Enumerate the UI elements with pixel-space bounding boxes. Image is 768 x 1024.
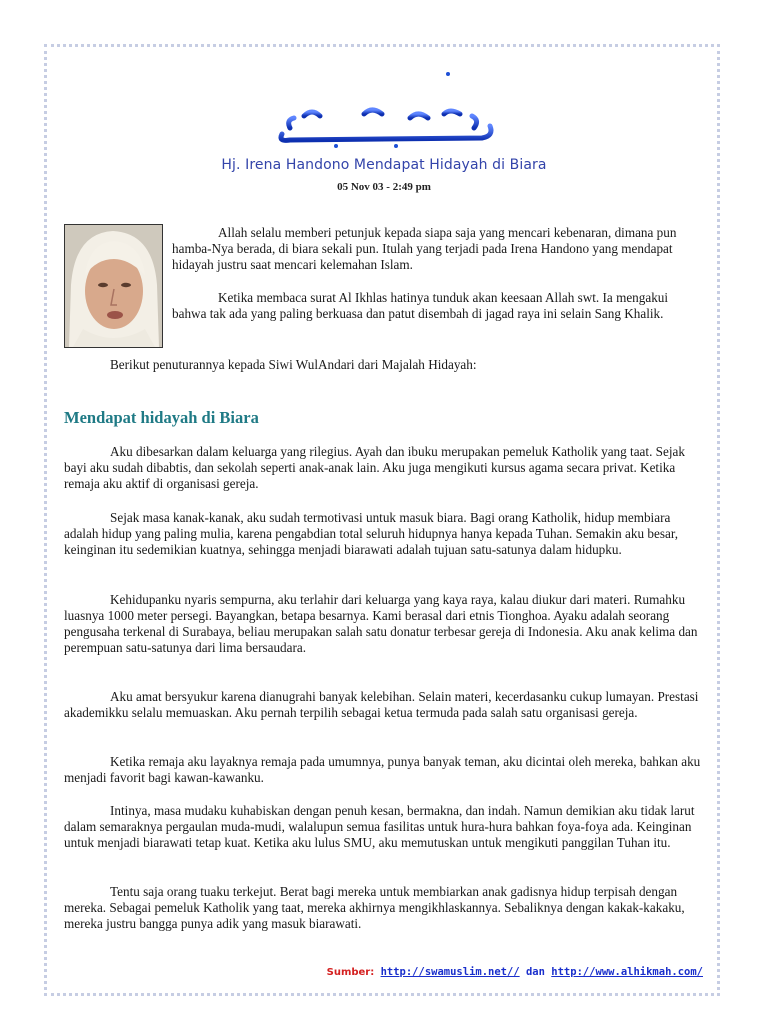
source-footer [327, 966, 703, 978]
source-link-swamuslim[interactable]: http://swamuslim.net// [380, 966, 520, 978]
body-paragraph-5: Ketika remaja aku layaknya remaja pada umumnya, punya banyak teman, aku dicintai oleh mereka, bahkan aku menjadi favorit bagi kawan-kawanku. [64, 754, 701, 786]
body-paragraph-4: Aku amat bersyukur karena dianugrahi banyak kelebihan. Selain materi, kecerdasanku cukup lumayan. Prestasi akademikku selalu memuaskan. Aku pernah terpilih sebagai ketua termuda pada salah satu organisasi gereja. [64, 689, 699, 721]
body-paragraph-2: Sejak masa kanak-kanak, aku sudah termotivasi untuk masuk biara. Bagi orang Katholik, hidup membiara adalah hidup yang paling mulia, karena pengabdian total seluruh hidupnya hanya kepada Tuhan. Semakin aku besar, keinginan itu sedemikian kuatnya, sehingga menjadi biarawati adalah tujuan satu-satunya dalam hidupku. [64, 510, 678, 558]
source-link-alhikmah[interactable]: http://www.alhikmah.com/ [551, 966, 703, 978]
source-label: Sumber: [326, 967, 375, 978]
portrait-photo [64, 224, 163, 348]
intro-paragraph-1: Allah selalu memberi petunjuk kepada siapa saja yang mencari kebenaran, dimana pun hamba-Nya berada, di biara sekali pun. Itulah yang terjadi pada Irena Handono yang mendapat hidayah justru saat mencari kelemahan Islam. [172, 225, 677, 273]
lead-paragraph: Berikut penuturannya kepada Siwi WulAndari dari Majalah Hidayah: [110, 357, 477, 372]
body-paragraph-3: Kehidupanku nyaris sempurna, aku terlahir dari keluarga yang kaya raya, kalau diukur dari materi. Rumahku luasnya 1000 meter persegi. Bayangkan, betapa besarnya. Kami berasal dari etnis Tionghoa. Ayaku adalah seorang pengusaha terkenal di Surabaya, beliau merupakan salah satu donatur terbesar gereja di Indonesia. Aku anak kelima dan perempuan satu-satunya dari lima bersaudara. [64, 592, 698, 656]
body-paragraph-1: Aku dibesarkan dalam keluarga yang rilegius. Ayah dan ibuku merupakan pemeluk Katholik yang taat. Sejak bayi aku sudah dibabtis, dan sekolah seperti anak-anak lain. Aku juga mengikuti kursus agama secara privat. Ketika remaja aku aktif di organisasi gereja. [64, 444, 685, 492]
body-paragraph-7: Tentu saja orang tuaku terkejut. Berat bagi mereka untuk membiarkan anak gadisnya hidup terpisah dengan mereka. Sebagai pemeluk Katholik yang taat, mereka akhirnya mengikhlaskannya. Sebaliknya dengan kakak-kakaku, mereka justru bangga punya adik yang masuk biarawati. [64, 884, 685, 932]
portrait-image [65, 225, 162, 347]
body-paragraph-6: Intinya, masa mudaku kuhabiskan dengan penuh kesan, bermakna, dan indah. Namun demikian aku tidak larut dalam semaraknya pergaulan muda-mudi, walalupun semua fasilitas untuk hura-hura bahkan foya-foya ada. Keinginan untuk menjadi biarawati tetap kuat. Ketika aku lulus SMU, aku memutuskan untuk mengikuti panggilan Tuhan itu. [64, 803, 695, 851]
intro-paragraph-2: Ketika membaca surat Al Ikhlas hatinya tunduk akan keesaan Allah swt. Ia mengakui bahwa tak ada yang paling berkuasa dan patut disembah di jagad raya ini selain Sang Khalik. [172, 290, 669, 322]
article-title: Hj. Irena Handono Mendapat Hidayah di Biara [221, 157, 547, 173]
section-heading: Mendapat hidayah di Biara [64, 408, 259, 427]
source-separator: dan [525, 966, 545, 978]
basmala-calligraphy-image [268, 68, 502, 150]
article-date: 05 Nov 03 - 2:49 pm [337, 181, 431, 193]
